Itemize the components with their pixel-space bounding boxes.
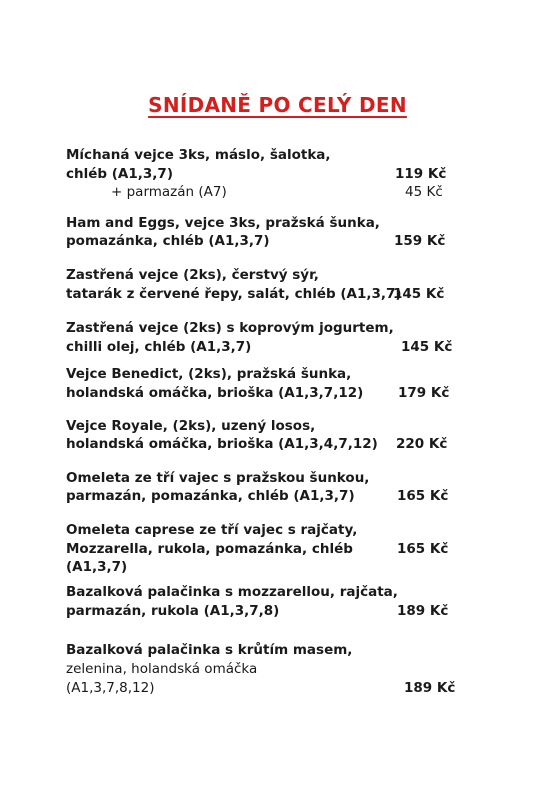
item-1-price: 119 Kč xyxy=(395,166,447,182)
item-9-line-2: parmazán, rukola (A1,3,7,8) xyxy=(66,603,280,619)
item-1-line-2: chléb (A1,3,7) xyxy=(66,166,173,182)
menu-title: SNÍDANĚ PO CELÝ DEN xyxy=(148,93,407,117)
item-2-line-2: pomazánka, chléb (A1,3,7) xyxy=(66,233,270,249)
item-5-price: 179 Kč xyxy=(398,385,450,401)
item-6-price: 220 Kč xyxy=(396,436,448,452)
item-1-line-1: Míchaná vejce 3ks, máslo, šalotka, xyxy=(66,147,331,163)
item-1-extra-label: + parmazán (A7) xyxy=(111,184,227,200)
item-7-price: 165 Kč xyxy=(397,488,449,504)
item-6-line-2: holandská omáčka, brioška (A1,3,4,7,12) xyxy=(66,436,378,452)
item-10-line-2: zelenina, holandská omáčka xyxy=(66,661,258,677)
item-10-line-3: (A1,3,7,8,12) xyxy=(66,680,155,696)
item-9-price: 189 Kč xyxy=(397,603,449,619)
item-5-line-2: holandská omáčka, brioška (A1,3,7,12) xyxy=(66,385,364,401)
item-3-line-2: tatarák z červené řepy, salát, chléb (A1,3,7) xyxy=(66,286,402,302)
item-3-price: 145 Kč xyxy=(393,286,445,302)
item-5-line-1: Vejce Benedict, (2ks), pražská šunka, xyxy=(66,366,352,382)
item-8-line-3: (A1,3,7) xyxy=(66,559,128,575)
item-4-price: 145 Kč xyxy=(401,339,453,355)
item-2-price: 159 Kč xyxy=(394,233,446,249)
item-10-line-1: Bazalková palačinka s krůtím masem, xyxy=(66,642,353,658)
item-7-line-1: Omeleta ze tří vajec s pražskou šunkou, xyxy=(66,470,370,486)
item-8-price: 165 Kč xyxy=(397,541,449,557)
item-8-line-1: Omeleta caprese ze tří vajec s rajčaty, xyxy=(66,522,358,538)
item-6-line-1: Vejce Royale, (2ks), uzený losos, xyxy=(66,418,316,434)
item-4-line-2: chilli olej, chléb (A1,3,7) xyxy=(66,339,252,355)
item-7-line-2: parmazán, pomazánka, chléb (A1,3,7) xyxy=(66,488,355,504)
item-3-line-1: Zastřená vejce (2ks), čerstvý sýr, xyxy=(66,267,319,283)
item-4-line-1: Zastřená vejce (2ks) s koprovým jogurtem, xyxy=(66,320,394,336)
item-9-line-1: Bazalková palačinka s mozzarellou, rajčata, xyxy=(66,584,398,600)
item-1-extra-price: 45 Kč xyxy=(405,184,443,200)
item-10-price: 189 Kč xyxy=(404,680,456,696)
item-8-line-2: Mozzarella, rukola, pomazánka, chléb xyxy=(66,541,353,557)
item-2-line-1: Ham and Eggs, vejce 3ks, pražská šunka, xyxy=(66,215,380,231)
